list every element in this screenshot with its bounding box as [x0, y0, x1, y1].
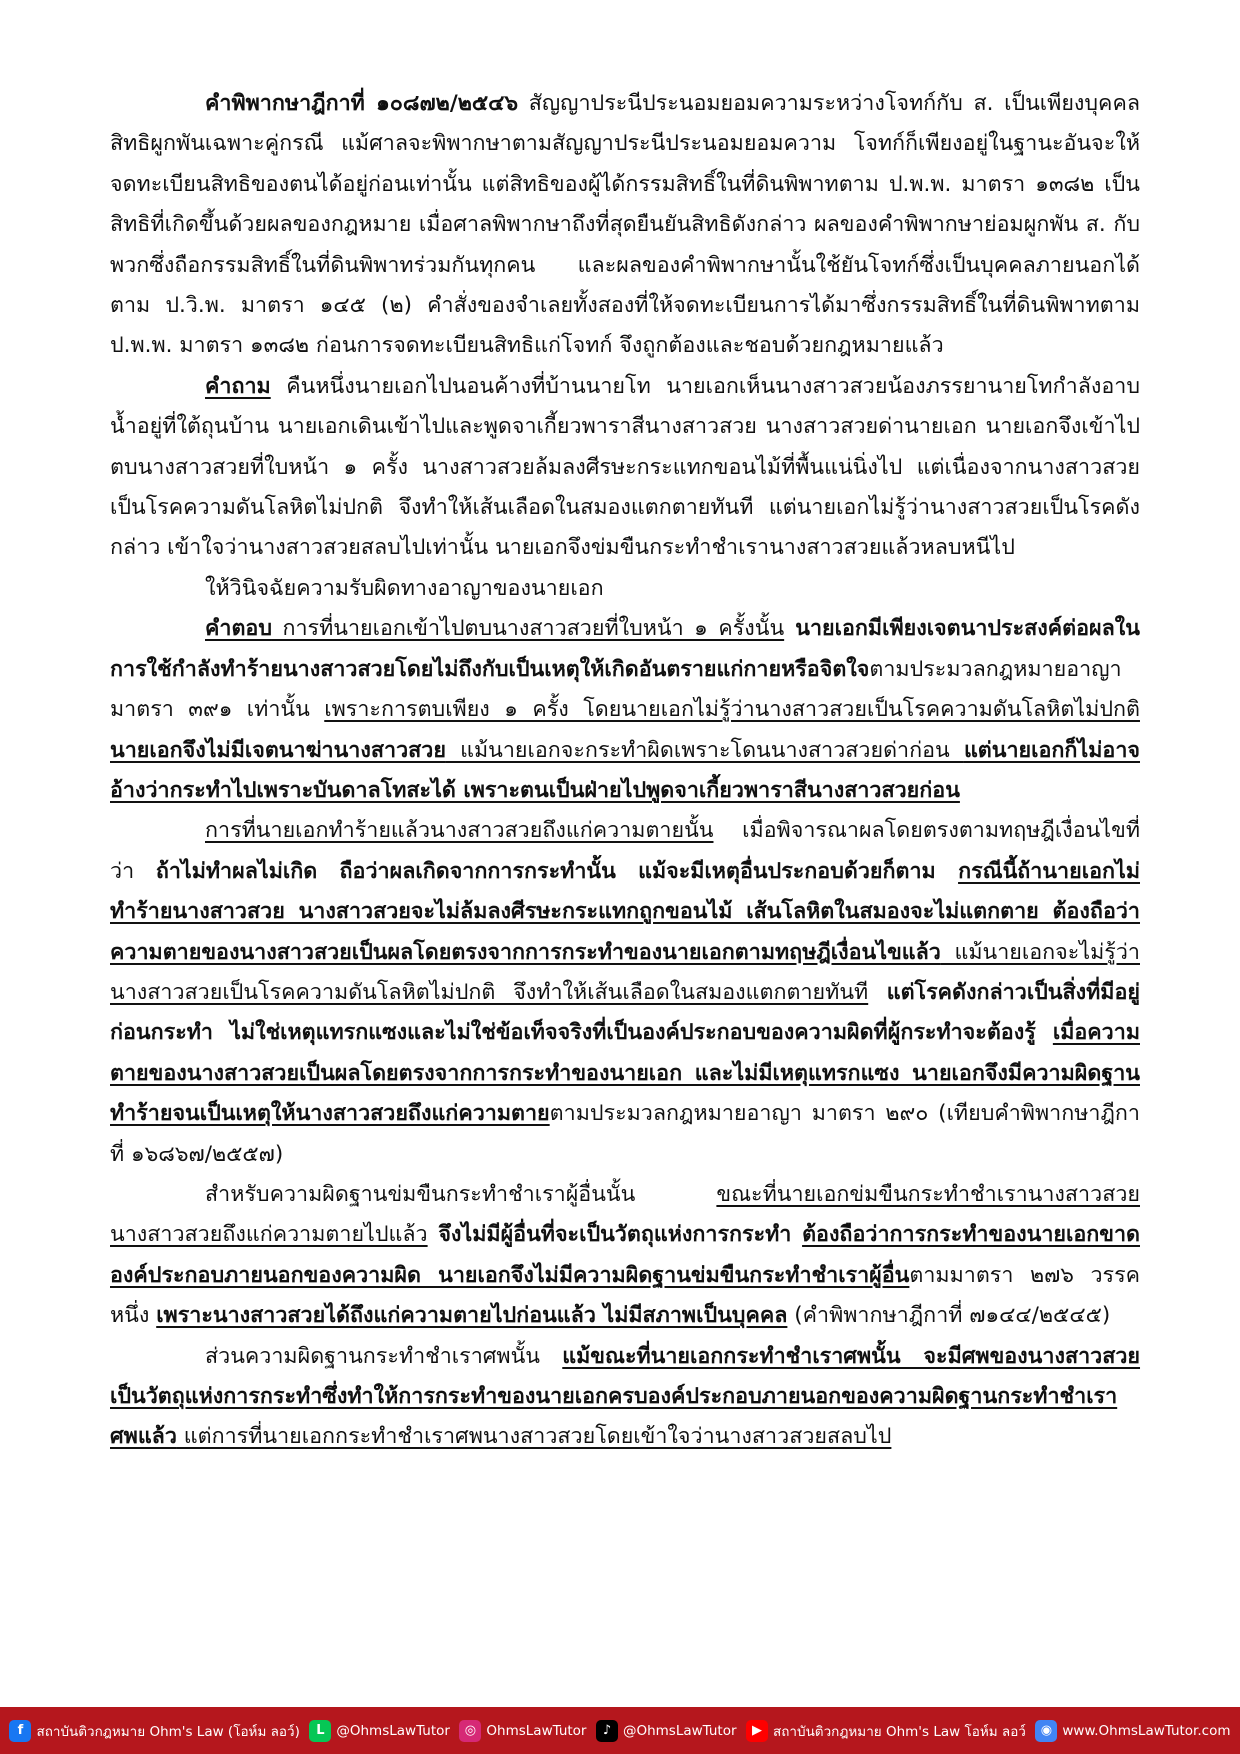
text-segment: คำพิพากษาฎีกาที่ ๑๐๘๗๒/๒๕๔๖	[205, 91, 519, 116]
paragraph-answer	[110, 609, 1140, 811]
text-segment: ต้องถือว่าการกระทำของนายเอกขาดองค์ประกอบภายนอกของความผิด นายเอกจึงไม่มีความผิดฐานข่มขืนกระทำชำเราผู้อื่น	[110, 1222, 1140, 1288]
website-icon: ◉	[1035, 1720, 1057, 1742]
text-segment: คืนหนึ่งนายเอกไปนอนค้างที่บ้านนายโท นายเอกเห็นนางสาวสวยน้องภรรยานายโทกำลังอาบน้ำอยู่ที่ใต้ถุนบ้าน นายเอกเดินเข้าไปและพูดจาเกี้ยวพาราสีนางสาวสวย นางสาวสวยด่านายเอก นายเอกจึงเข้าไปตบนางสาวสวยที่ใบหน้า ๑ ครั้ง นางสาวสวยล้มลงศีรษะกระแทกขอนไม้ที่พื้นแน่นิ่งไป แต่เนื่องจากนางสาวสวยเป็นโรคความดันโลหิตไม่ปกติ จึงทำให้เส้นเลือดในสมองแตกตายทันที แต่นายเอกไม่รู้ว่านางสาวสวยเป็นโรคดังกล่าว เข้าใจว่านางสาวสวยสลบไปเท่านั้น นายเอกจึงข่มขืนกระทำชำเรานางสาวสวยแล้วหลบหนีไป	[110, 373, 1140, 561]
footer-link-text: @OhmsLawTutor	[336, 1722, 450, 1739]
text-segment: ตามประมวลกฎหมายอาญา มาตรา ๒๙๐ (เทียบคำพิพากษาฎีกาที่ ๑๖๘๖๗/๒๕๕๗)	[110, 1101, 1140, 1167]
paragraph-question	[110, 367, 1140, 569]
text-segment: แม้นายเอกจะไม่รู้ว่านางสาวสวยเป็นโรคความดันโลหิตไม่ปกติ จึงทำให้เส้นเลือดในสมองแตกตายทันที	[110, 939, 1140, 1005]
footer-link-text: www.OhmsLawTutor.com	[1062, 1722, 1231, 1739]
footer-link-tiktok[interactable]	[596, 1720, 737, 1742]
footer-social-bar	[0, 1707, 1240, 1754]
footer-link-website[interactable]	[1035, 1720, 1230, 1742]
text-segment: เมื่อพิจารณาผลโดยตรงตามทฤษฎีเงื่อนไขที่ว่า	[110, 818, 1140, 884]
text-segment: ถ้าไม่ทำผลไม่เกิด ถือว่าผลเกิดจากการกระทำนั้น แม้จะมีเหตุอื่นประกอบด้วยก็ตาม	[155, 858, 959, 884]
footer-link-text: @OhmsLawTutor	[622, 1722, 737, 1739]
text-segment: แม้นายเอกจะกระทำผิดเพราะโดนนางสาวสวยด่าก่อน	[445, 737, 964, 763]
footer-link-text: สถาบันติวกฎหมาย Ohm's Law โอห์ม ลอว์	[773, 1723, 1026, 1740]
text-segment: ขณะที่นายเอกข่มขืนกระทำชำเรานางสาวสวยนางสาวสวยถึงแก่ความตายไปแล้ว	[110, 1181, 1140, 1248]
paragraph-instruction	[110, 569, 1140, 609]
text-segment: นายเอกมีเพียงเจตนาประสงค์ต่อผลในการใช้กำลังทำร้ายนางสาวสวยโดยไม่ถึงกับเป็นเหตุให้เกิดอันตรายแก่กายหรือจิตใจ	[110, 616, 1140, 682]
text-segment: จึงไม่มีผู้อื่นที่จะเป็นวัตถุแห่งการกระทำ	[427, 1222, 803, 1248]
footer-link-text: สถาบันติวกฎหมาย Ohm's Law (โอห์ม ลอว์)	[36, 1723, 300, 1740]
footer-link-instagram[interactable]	[459, 1720, 586, 1742]
footer-link-facebook[interactable]	[9, 1720, 299, 1742]
document-body	[110, 84, 1140, 1458]
text-segment: แม้ขณะที่นายเอกกระทำชำเราศพนั้น จะมีศพของนางสาวสวยเป็นวัตถุแห่งการกระทำซึ่งทำให้การกระทำของนายเอกครบองค์ประกอบภายนอกของความผิดฐานกระทำชำเราศพแล้ว	[110, 1343, 1141, 1450]
text-segment: ตามมาตรา ๒๗๖ วรรคหนึ่ง	[110, 1262, 1140, 1329]
text-segment: ส่วนความผิดฐานกระทำชำเราศพนั้น	[205, 1343, 563, 1369]
paragraph-causation	[110, 811, 1140, 1175]
text-segment: กรณีนี้ถ้านายเอกไม่ทำร้ายนางสาวสวย นางสาวสวยจะไม่ล้มลงศีรษะกระแทกถูกขอนไม้ เส้นโลหิตในสมองจะไม่แตกตาย ต้องถือว่าความตายของนางสาวสวยเป็นผลโดยตรงจากการกระทำของนายเอกตามทฤษฎีเงื่อนไขแล้ว	[110, 858, 1140, 965]
text-segment: แต่โรคดังกล่าวเป็นสิ่งที่มีอยู่ก่อนกระทำ ไม่ใช่เหตุแทรกแซงและไม่ใช่ข้อเท็จจริงที่เป็นองค์ประกอบของความผิดที่ผู้กระทำจะต้องรู้	[110, 979, 1140, 1046]
text-segment: ให้วินิจฉัยความรับผิดทางอาญาของนายเอก	[205, 575, 604, 601]
text-segment: สำหรับความผิดฐานข่มขืนกระทำชำเราผู้อื่นนั้น	[205, 1181, 717, 1207]
text-segment: สัญญาประนีประนอมยอมความระหว่างโจทก์กับ ส. เป็นเพียงบุคคลสิทธิผูกพันเฉพาะคู่กรณี แม้ศาลจะพิพากษาตามสัญญาประนีประนอมยอมความ โจทก์ก็เพียงอยู่ในฐานะอันจะให้จดทะเบียนสิทธิของตนได้อยู่ก่อนเท่านั้น แต่สิทธิของผู้ได้กรรมสิทธิ์ในที่ดินพิพาทตาม ป.พ.พ. มาตรา ๑๓๘๒ เป็นสิทธิที่เกิดขึ้นด้วยผลของกฎหมาย เมื่อศาลพิพากษาถึงที่สุดยืนยันสิทธิดังกล่าว ผลของคำพิพากษาย่อมผูกพัน ส. กับพวกซึ่งถือกรรมสิทธิ์ในที่ดินพิพาทร่วมกันทุกคน และผลของคำพิพากษานั้นใช้ยันโจทก์ซึ่งเป็นบุคคลภายนอกได้ตาม ป.วิ.พ. มาตรา ๑๔๕ (๒) คำสั่งของจำเลยทั้งสองที่ให้จดทะเบียนการได้มาซึ่งกรรมสิทธิ์ในที่ดินพิพาทตาม ป.พ.พ. มาตรา ๑๓๘๒ ก่อนการจดทะเบียนสิทธิแก่โจทก์ จึงถูกต้องและชอบด้วยกฎหมายแล้ว	[110, 91, 1140, 359]
facebook-icon: f	[9, 1720, 31, 1742]
text-segment: เพราะนางสาวสวยได้ถึงแก่ความตายไปก่อนแล้ว ไม่มีสภาพเป็นบุคคล	[156, 1303, 788, 1329]
text-segment: การที่นายเอกเข้าไปตบนางสาวสวยที่ใบหน้า ๑ ครั้งนั้น	[271, 616, 785, 642]
footer-link-text: OhmsLawTutor	[486, 1722, 587, 1739]
paragraph-rape-offence	[110, 1175, 1140, 1337]
tiktok-icon: ♪	[596, 1720, 618, 1742]
text-segment: นายเอกจึงไม่มีเจตนาฆ่านางสาวสวย	[110, 737, 446, 763]
text-segment: เพราะการตบเพียง ๑ ครั้ง โดยนายเอกไม่รู้ว่านางสาวสวยเป็นโรคความดันโลหิตไม่ปกติ	[324, 697, 1140, 723]
text-segment: คำถาม	[205, 373, 271, 399]
line-icon: L	[309, 1720, 331, 1742]
text-segment: คำตอบ	[205, 616, 272, 642]
youtube-icon: ▶	[746, 1720, 768, 1742]
text-segment: การที่นายเอกทำร้ายแล้วนางสาวสวยถึงแก่ความตายนั้น	[205, 818, 714, 844]
instagram-icon: ◎	[459, 1720, 481, 1742]
text-segment: แต่การที่นายเอกกระทำชำเราศพนางสาวสวยโดยเข้าใจว่านางสาวสวยสลบไป	[176, 1424, 892, 1450]
text-segment: ตามประมวลกฎหมายอาญา มาตรา ๓๙๑ เท่านั้น	[110, 656, 1122, 723]
text-segment: เมื่อความตายของนางสาวสวยเป็นผลโดยตรงจากการกระทำของนายเอก และไม่มีเหตุแทรกแซง นายเอกจึงมีความผิดฐานทำร้ายจนเป็นเหตุให้นางสาวสวยถึงแก่ความตาย	[110, 1020, 1140, 1127]
paragraph-supreme-court-ruling	[110, 84, 1140, 367]
text-segment: แต่นายเอกก็ไม่อาจอ้างว่ากระทำไปเพราะบันดาลโทสะได้ เพราะตนเป็นฝ่ายไปพูดจาเกี้ยวพาราสีนางสาวสวยก่อน	[110, 737, 1140, 803]
paragraph-corpse-offence	[110, 1337, 1140, 1458]
footer-link-line[interactable]	[309, 1720, 450, 1742]
footer-link-youtube[interactable]	[746, 1720, 1026, 1742]
text-segment: (คำพิพากษาฎีกาที่ ๗๑๔๔/๒๕๔๕)	[787, 1303, 1111, 1329]
